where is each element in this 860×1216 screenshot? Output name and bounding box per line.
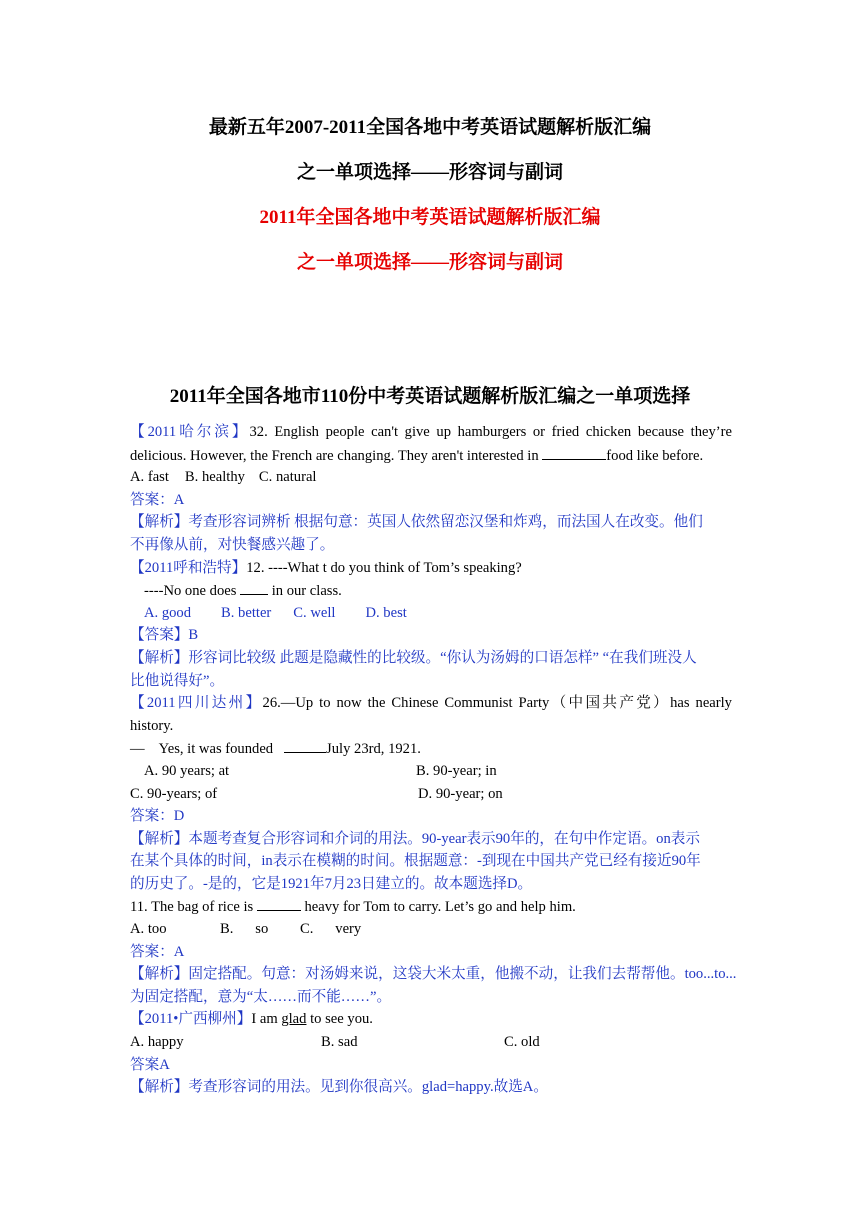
q5-answer: 答案A [130, 1056, 170, 1073]
q4-option-b: B. so [220, 921, 269, 938]
q5-explanation: 【解析】考查形容词的用法。见到你很高兴。glad=happy.故选A。 [130, 1079, 548, 1096]
main-title: 最新五年2007-2011全国各地中考英语试题解析版汇编 [208, 117, 652, 138]
q5-option-b: B. sad [321, 1034, 358, 1051]
q4-option-c: C. very [300, 921, 362, 938]
q3-options-row1 [130, 760, 732, 783]
q1-stem-line2 [130, 444, 732, 467]
q3-option-d: D. 90-year; on [418, 785, 503, 802]
q5-stem-underlined-word: glad [281, 1011, 307, 1028]
q3-blank [284, 737, 326, 753]
q2-option-c: C. well [293, 604, 336, 621]
q4-stem [130, 895, 732, 918]
q3-explanation-line3: 的历史了。-是的，它是1921年7月23日建立的。故本题选择D。 [130, 875, 533, 892]
q1-option-c: C. natural [258, 469, 317, 486]
q1-blank [542, 444, 606, 460]
q3-source: 【2011四川达州】 [130, 695, 263, 712]
main-subtitle: 之一单项选择——形容词与副词 [296, 162, 563, 183]
q4-explanation-line2: 为固定搭配，意为“太……而不能……”。 [130, 988, 392, 1005]
q3-explanation-line1: 【解析】本题考查复合形容词和介词的用法。90-year表示90年的，在句中作定语。on表示 [130, 830, 700, 847]
q2-option-b: B. better [221, 604, 272, 621]
q3-option-c: C. 90-years; of [130, 785, 218, 802]
q2-stem-b1: ----No one does [144, 583, 241, 600]
q5-stem-b: to see you. [306, 1011, 373, 1028]
q3-options-row2 [130, 783, 732, 806]
q1-options [130, 466, 732, 489]
q1-option-b: B. healthy [184, 469, 245, 486]
q5-source: 【2011•广西柳州】 [130, 1011, 252, 1028]
red-subtitle: 之一单项选择——形容词与副词 [296, 252, 563, 273]
q2-explanation-line1: 【解析】形容词比较级 此题是隐藏性的比较级。“你认为汤姆的口语怎样” “在我们班没人 [130, 649, 697, 666]
q4-option-a: A. too [130, 921, 167, 938]
q4-answer: 答案：A [130, 943, 185, 960]
q5-stem [130, 1008, 732, 1031]
q1-answer: 答案：A [130, 491, 185, 508]
q3-stem-c1: — Yes, it was founded [130, 741, 285, 758]
q2-explanation-line2: 比他说得好”。 [130, 672, 225, 689]
questions-body [130, 421, 737, 1099]
q1-explanation-line1: 【解析】考查形容词辨析 根据句意：英国人依然留恋汉堡和炸鸡，而法国人在改变。他们 [130, 514, 703, 531]
q2-option-d: D. best [365, 604, 407, 621]
q4-blank [257, 895, 301, 911]
q2-blank [240, 579, 268, 595]
q2-stem-a: 12. ----What t do you think of Tom’s speaking? [246, 559, 522, 576]
q1-explanation-line2: 不再像从前，对快餐感兴趣了。 [130, 536, 335, 553]
q2-source: 【2011呼和浩特】 [130, 559, 247, 576]
q2-answer: 【答案】B [130, 627, 199, 644]
q1-stem-line1 [130, 421, 732, 444]
q1-stem-b2: food like before. [606, 447, 704, 464]
q5-stem-a: I am [251, 1011, 282, 1028]
q3-stem-line3 [130, 737, 732, 760]
q4-explanation-line1: 【解析】固定搭配。句意：对汤姆来说，这袋大米太重，他搬不动，让我们去帮帮他。too...to... [130, 966, 737, 983]
red-title: 2011年全国各地中考英语试题解析版汇编 [259, 207, 601, 228]
q3-option-a: A. 90 years; at [144, 762, 230, 779]
q1-stem-a: 32. English people can't give up hamburgers or fried chicken because they’re [249, 424, 732, 440]
q3-stem-line1 [130, 692, 732, 715]
q3-explanation-line2: 在某个具体的时间，in表示在模糊的时间。根据题意：-到现在中国共产党已经有接近90年 [130, 853, 701, 870]
q5-options [130, 1031, 732, 1054]
q5-option-c: C. old [504, 1034, 540, 1051]
section-heading: 2011年全国各地市110份中考英语试题解析版汇编之一单项选择 [169, 386, 691, 407]
q4-stem-a: 11. The bag of rice is [130, 899, 257, 916]
q1-option-a: A. fast [130, 469, 169, 486]
q3-stem-line2: history. [130, 717, 174, 734]
q3-answer: 答案：D [130, 808, 185, 825]
q2-stem-line1 [130, 557, 732, 580]
q2-option-a: A. good [144, 604, 192, 621]
q5-option-a: A. happy [130, 1034, 184, 1051]
q3-stem-c2: July 23rd, 1921. [326, 741, 421, 758]
q2-options [130, 602, 732, 625]
q2-stem-line2 [130, 579, 732, 602]
q3-stem-a: 26.—Up to now the Chinese Communist Party（中国共产党）has nearly [262, 695, 732, 712]
q3-option-b: B. 90-year; in [416, 762, 497, 779]
q1-source: 【2011哈尔滨】 [130, 424, 250, 440]
q4-stem-b: heavy for Tom to carry. Let’s go and help him. [300, 899, 576, 916]
q1-stem-b1: delicious. However, the French are changing. They aren't interested in [130, 447, 543, 464]
q4-options [130, 918, 732, 941]
q2-stem-b2: in our class. [268, 583, 342, 600]
